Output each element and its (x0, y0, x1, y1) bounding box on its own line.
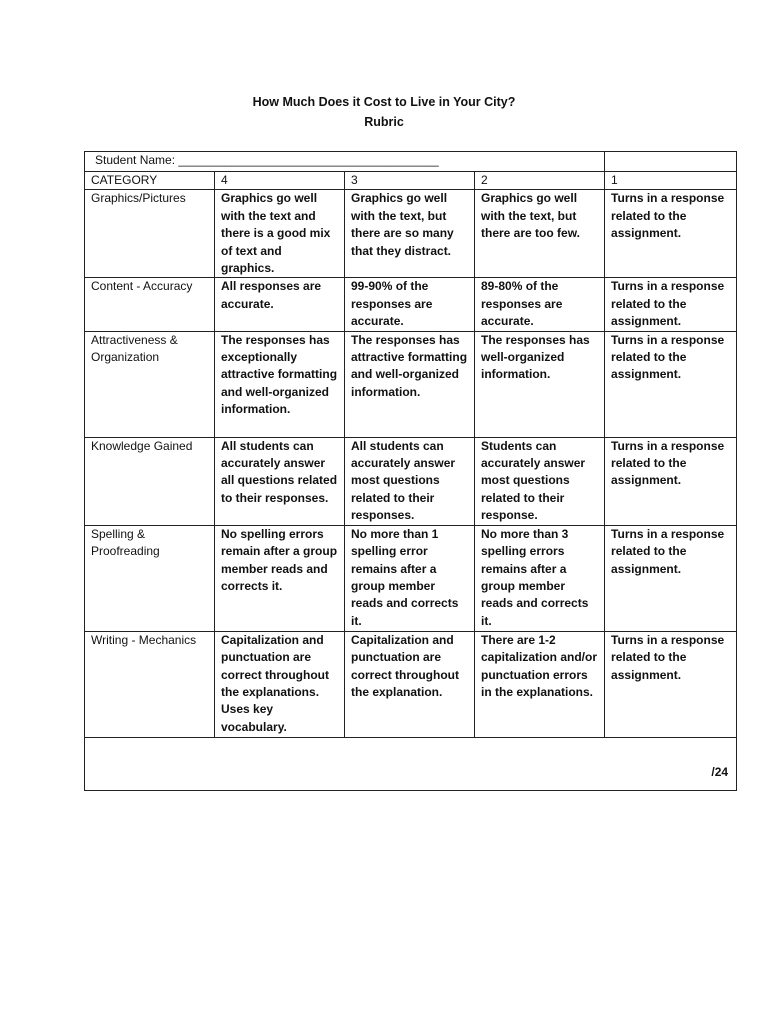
document-title: How Much Does it Cost to Live in Your City? (252, 95, 516, 109)
category-cell: Writing - Mechanics (85, 631, 215, 737)
criteria-cell: Turns in a response related to the assignment. (605, 437, 737, 525)
criteria-cell: The responses has exceptionally attractive formatting and well-organized information. (215, 331, 345, 437)
criteria-cell: Capitalization and punctuation are correct throughout the explanations. Uses key vocabulary. (215, 631, 345, 737)
criteria-cell: Turns in a response related to the assignment. (605, 190, 737, 278)
criteria-cell: There are 1-2 capitalization and/or punctuation errors in the explanations. (475, 631, 605, 737)
criteria-cell: Students can accurately answer most questions related to their response. (475, 437, 605, 525)
criteria-cell: No more than 1 spelling error remains after a group member reads and corrects it. (345, 525, 475, 631)
header-score-3: 3 (345, 172, 475, 190)
criteria-cell: All students can accurately answer all questions related to their responses. (215, 437, 345, 525)
criteria-cell: 99-90% of the responses are accurate. (345, 278, 475, 331)
category-cell: Content - Accuracy (85, 278, 215, 331)
category-cell: Attractiveness & Organization (85, 331, 215, 437)
total-row (85, 737, 737, 790)
criteria-cell: The responses has attractive formatting and well-organized information. (345, 331, 475, 437)
criteria-cell: Turns in a response related to the assignment. (605, 331, 737, 437)
student-name-field: Student Name: _______________________________________ (85, 152, 605, 172)
criteria-cell: All students can accurately answer most questions related to their responses. (345, 437, 475, 525)
table-row (85, 525, 737, 631)
criteria-cell: No spelling errors remain after a group member reads and corrects it. (215, 525, 345, 631)
header-score-2: 2 (475, 172, 605, 190)
criteria-cell: The responses has well-organized information. (475, 331, 605, 437)
student-name-row (85, 152, 737, 172)
criteria-cell: No more than 3 spelling errors remains after a group member reads and corrects it. (475, 525, 605, 631)
student-name-blank-cell (605, 152, 737, 172)
table-row (85, 437, 737, 525)
criteria-cell: Capitalization and punctuation are correct throughout the explanation. (345, 631, 475, 737)
criteria-cell: All responses are accurate. (215, 278, 345, 331)
header-row (85, 172, 737, 190)
criteria-cell: Turns in a response related to the assignment. (605, 278, 737, 331)
table-row (85, 331, 737, 437)
header-category: CATEGORY (85, 172, 215, 190)
table-row (85, 190, 737, 278)
table-row (85, 631, 737, 737)
criteria-cell: Graphics go well with the text, but there are too few. (475, 190, 605, 278)
table-row (85, 278, 737, 331)
criteria-cell: Turns in a response related to the assignment. (605, 631, 737, 737)
criteria-cell: Graphics go well with the text and there is a good mix of text and graphics. (215, 190, 345, 278)
rubric-table (84, 151, 737, 791)
criteria-cell: Turns in a response related to the assignment. (605, 525, 737, 631)
header-score-4: 4 (215, 172, 345, 190)
criteria-cell: 89-80% of the responses are accurate. (475, 278, 605, 331)
category-cell: Spelling & Proofreading (85, 525, 215, 631)
category-cell: Knowledge Gained (85, 437, 215, 525)
category-cell: Graphics/Pictures (85, 190, 215, 278)
header-score-1: 1 (605, 172, 737, 190)
total-score: /24 (85, 737, 737, 790)
criteria-cell: Graphics go well with the text, but there are so many that they distract. (345, 190, 475, 278)
document-subtitle: Rubric (364, 115, 404, 129)
